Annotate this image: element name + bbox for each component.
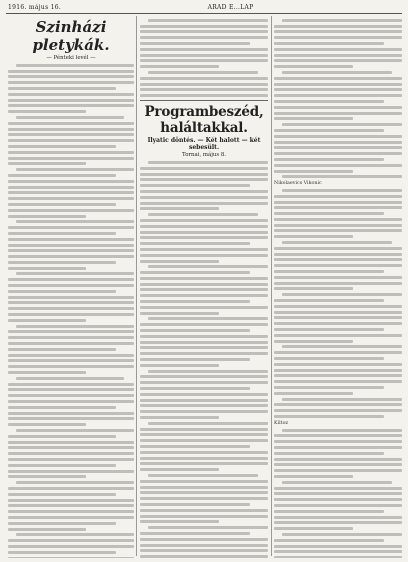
text-line bbox=[274, 351, 402, 354]
column-divider-2 bbox=[271, 16, 272, 556]
text-line bbox=[8, 238, 134, 241]
text-line bbox=[8, 417, 134, 420]
text-line bbox=[274, 475, 353, 478]
text-line bbox=[274, 253, 402, 256]
text-line bbox=[8, 284, 134, 287]
text-line bbox=[274, 334, 402, 337]
text-line bbox=[282, 71, 392, 74]
text-line bbox=[8, 104, 134, 107]
text-line bbox=[274, 328, 384, 331]
text-line bbox=[274, 30, 402, 33]
text-line bbox=[8, 342, 134, 345]
article-2-title: Programbeszéd, haláltakkal. bbox=[144, 104, 264, 137]
text-line bbox=[274, 316, 402, 319]
text-line bbox=[148, 213, 258, 216]
text-line bbox=[8, 209, 134, 212]
text-line bbox=[274, 201, 402, 204]
text-line bbox=[8, 464, 116, 467]
text-line bbox=[274, 521, 402, 524]
text-line bbox=[140, 451, 268, 454]
text-line bbox=[274, 446, 402, 449]
text-line bbox=[274, 146, 402, 149]
text-line bbox=[140, 439, 268, 442]
text-line bbox=[148, 317, 268, 320]
text-line bbox=[140, 242, 250, 245]
text-line bbox=[140, 445, 250, 448]
text-line bbox=[140, 184, 250, 187]
text-line bbox=[8, 151, 134, 154]
text-line bbox=[16, 481, 134, 484]
text-line bbox=[8, 191, 134, 194]
text-line bbox=[274, 141, 402, 144]
text-line bbox=[274, 206, 402, 209]
text-line bbox=[274, 516, 402, 519]
text-line bbox=[8, 423, 86, 426]
text-line bbox=[140, 462, 268, 465]
text-line bbox=[8, 499, 134, 502]
text-line bbox=[140, 231, 268, 234]
text-line bbox=[140, 410, 268, 413]
text-line bbox=[8, 75, 134, 78]
text-line bbox=[140, 329, 250, 332]
text-line bbox=[16, 64, 134, 67]
text-line bbox=[274, 164, 402, 167]
text-line bbox=[140, 196, 268, 199]
text-line bbox=[140, 94, 268, 97]
text-line bbox=[274, 77, 402, 80]
text-line bbox=[140, 346, 268, 349]
text-line bbox=[16, 220, 134, 223]
text-line bbox=[274, 247, 402, 250]
text-line bbox=[274, 415, 384, 418]
text-line bbox=[274, 59, 402, 62]
text-line bbox=[8, 528, 86, 531]
text-line bbox=[140, 248, 268, 251]
text-line bbox=[274, 94, 402, 97]
text-line bbox=[140, 468, 219, 471]
text-line bbox=[8, 522, 116, 525]
text-line bbox=[140, 83, 268, 86]
text-line bbox=[140, 375, 268, 378]
text-line bbox=[8, 441, 134, 444]
text-line bbox=[274, 510, 384, 513]
text-line bbox=[8, 203, 116, 206]
text-line bbox=[8, 446, 134, 449]
text-line bbox=[8, 267, 86, 270]
text-line bbox=[274, 158, 384, 161]
text-line bbox=[148, 71, 258, 74]
text-line bbox=[140, 549, 268, 552]
text-line bbox=[274, 556, 402, 558]
text-line bbox=[16, 168, 134, 171]
text-line bbox=[282, 189, 402, 192]
text-line bbox=[140, 358, 250, 361]
text-line bbox=[274, 48, 402, 51]
text-line bbox=[282, 175, 402, 178]
column-3-body-c bbox=[274, 429, 402, 558]
text-line bbox=[274, 195, 402, 198]
text-line bbox=[282, 19, 402, 22]
text-line bbox=[140, 352, 268, 355]
text-line bbox=[8, 110, 86, 113]
text-line bbox=[140, 544, 268, 547]
article-1-title: Szinházi pletykák. bbox=[32, 18, 110, 54]
text-line bbox=[8, 383, 134, 386]
text-line bbox=[140, 260, 219, 263]
header-rule bbox=[6, 13, 402, 14]
text-line bbox=[274, 287, 353, 290]
text-line bbox=[8, 551, 116, 554]
text-line bbox=[274, 235, 353, 238]
text-line bbox=[274, 363, 402, 366]
text-line bbox=[274, 264, 402, 267]
text-line bbox=[140, 387, 250, 390]
text-line bbox=[148, 422, 268, 425]
text-line bbox=[274, 434, 402, 437]
column-3-name-1: Nikolaevics Vikonic bbox=[274, 181, 322, 187]
article-2-dateline: Tornai, május 8. bbox=[182, 152, 226, 159]
text-line bbox=[140, 88, 268, 91]
text-line bbox=[140, 173, 268, 176]
text-line bbox=[8, 475, 86, 478]
text-line bbox=[8, 139, 134, 142]
text-line bbox=[282, 533, 402, 536]
text-line bbox=[274, 212, 384, 215]
text-line bbox=[140, 335, 268, 338]
article-1-body bbox=[8, 64, 134, 558]
text-line bbox=[8, 539, 134, 542]
text-line bbox=[16, 272, 134, 275]
column-3-name-2: Kiltoz bbox=[274, 420, 288, 426]
text-line bbox=[140, 433, 268, 436]
text-line bbox=[140, 300, 250, 303]
text-line bbox=[8, 545, 134, 548]
text-line bbox=[282, 293, 402, 296]
text-line bbox=[148, 370, 268, 373]
text-line bbox=[282, 345, 402, 348]
text-line bbox=[140, 288, 268, 291]
column-2 bbox=[140, 16, 268, 558]
page-header bbox=[8, 3, 400, 13]
text-line bbox=[140, 312, 219, 315]
text-line bbox=[140, 30, 268, 33]
text-line bbox=[140, 207, 219, 210]
text-line bbox=[8, 133, 134, 136]
column-3-body-b bbox=[274, 189, 402, 418]
text-line bbox=[140, 480, 268, 483]
text-line bbox=[274, 357, 384, 360]
section-rule bbox=[140, 100, 268, 101]
text-line bbox=[274, 25, 402, 28]
text-line bbox=[8, 336, 134, 339]
text-line bbox=[140, 202, 268, 205]
text-line bbox=[8, 145, 116, 148]
column-3-body-a bbox=[274, 19, 402, 179]
text-line bbox=[8, 296, 134, 299]
text-line bbox=[274, 117, 353, 120]
text-line bbox=[8, 388, 134, 391]
header-masthead: ARAD E...LAP bbox=[207, 4, 254, 11]
text-line bbox=[148, 265, 268, 268]
text-line bbox=[8, 435, 116, 438]
text-line bbox=[8, 365, 134, 368]
text-line bbox=[140, 65, 219, 68]
text-line bbox=[140, 254, 268, 257]
text-line bbox=[8, 516, 134, 519]
text-line bbox=[282, 429, 402, 432]
text-line bbox=[274, 36, 402, 39]
text-line bbox=[8, 128, 134, 131]
text-line bbox=[274, 409, 402, 412]
text-line bbox=[274, 135, 402, 138]
text-line bbox=[274, 322, 402, 325]
text-line bbox=[274, 469, 402, 472]
text-line bbox=[274, 218, 402, 221]
text-line bbox=[16, 377, 124, 380]
text-line bbox=[140, 341, 268, 344]
text-line bbox=[282, 398, 402, 401]
text-line bbox=[140, 54, 268, 57]
text-line bbox=[140, 25, 268, 28]
text-line bbox=[16, 116, 124, 119]
text-line bbox=[8, 354, 134, 357]
text-line bbox=[148, 161, 268, 164]
text-line bbox=[274, 54, 402, 57]
text-line bbox=[274, 152, 402, 155]
text-line bbox=[8, 249, 134, 252]
text-line bbox=[274, 305, 402, 308]
text-line bbox=[8, 348, 116, 351]
text-line bbox=[8, 307, 134, 310]
text-line bbox=[274, 129, 384, 132]
text-line bbox=[8, 557, 134, 558]
text-line bbox=[16, 325, 134, 328]
text-line bbox=[140, 36, 268, 39]
text-line bbox=[274, 282, 402, 285]
text-line bbox=[8, 359, 134, 362]
text-line bbox=[8, 493, 116, 496]
text-line bbox=[140, 404, 268, 407]
text-line bbox=[8, 186, 134, 189]
text-line bbox=[140, 225, 268, 228]
text-line bbox=[8, 458, 134, 461]
column-divider-1 bbox=[136, 16, 137, 556]
article-1-byline: — Pénteki levél — bbox=[46, 55, 96, 61]
text-line bbox=[8, 232, 116, 235]
text-line bbox=[140, 59, 268, 62]
text-line bbox=[140, 538, 268, 541]
text-line bbox=[274, 100, 384, 103]
text-line bbox=[140, 219, 268, 222]
text-line bbox=[274, 106, 402, 109]
text-line bbox=[274, 527, 353, 530]
text-line bbox=[140, 167, 268, 170]
text-line bbox=[274, 545, 402, 548]
text-line bbox=[274, 112, 402, 115]
article-2-body bbox=[140, 161, 268, 558]
text-line bbox=[8, 504, 134, 507]
text-line bbox=[140, 532, 250, 535]
text-line bbox=[274, 463, 402, 466]
text-line bbox=[274, 258, 402, 261]
text-line bbox=[140, 381, 268, 384]
text-line bbox=[274, 452, 384, 455]
text-line bbox=[8, 81, 134, 84]
text-line bbox=[148, 19, 268, 22]
text-line bbox=[8, 93, 134, 96]
text-line bbox=[140, 491, 268, 494]
text-line bbox=[8, 278, 134, 281]
text-line bbox=[140, 364, 219, 367]
text-line bbox=[274, 374, 402, 377]
text-line bbox=[274, 458, 402, 461]
text-line bbox=[8, 330, 134, 333]
text-line bbox=[8, 255, 134, 258]
text-line bbox=[274, 229, 402, 232]
text-line bbox=[8, 244, 134, 247]
text-line bbox=[274, 504, 402, 507]
text-line bbox=[274, 270, 384, 273]
text-line bbox=[8, 226, 134, 229]
text-line bbox=[8, 122, 134, 125]
text-line bbox=[140, 497, 268, 500]
article-2-subtitle: Ilyatic döntés. — Két halott — két sebesült. bbox=[147, 137, 261, 152]
text-line bbox=[274, 550, 402, 553]
text-line bbox=[8, 412, 134, 415]
text-line bbox=[148, 526, 268, 529]
text-line bbox=[274, 440, 402, 443]
text-line bbox=[8, 470, 134, 473]
text-line bbox=[274, 369, 402, 372]
text-line bbox=[140, 555, 268, 558]
text-line bbox=[274, 170, 353, 173]
text-line bbox=[8, 180, 134, 183]
text-line bbox=[8, 371, 86, 374]
text-line bbox=[16, 533, 134, 536]
text-line bbox=[8, 70, 134, 73]
text-line bbox=[140, 283, 268, 286]
text-line bbox=[140, 294, 268, 297]
text-line bbox=[274, 386, 384, 389]
text-line bbox=[274, 276, 402, 279]
text-line bbox=[140, 457, 268, 460]
text-line bbox=[8, 313, 134, 316]
text-line bbox=[140, 486, 268, 489]
text-line bbox=[8, 261, 116, 264]
text-line bbox=[8, 290, 116, 293]
text-line bbox=[8, 157, 134, 160]
column-3 bbox=[274, 16, 402, 558]
text-line bbox=[8, 197, 134, 200]
text-line bbox=[8, 487, 134, 490]
text-line bbox=[140, 277, 268, 280]
text-line bbox=[140, 416, 219, 419]
text-line bbox=[282, 241, 392, 244]
text-line bbox=[148, 474, 258, 477]
text-line bbox=[140, 503, 250, 506]
text-line bbox=[140, 178, 268, 181]
text-line bbox=[140, 428, 268, 431]
text-line bbox=[8, 510, 134, 513]
text-line bbox=[282, 481, 392, 484]
text-line bbox=[274, 487, 402, 490]
text-line bbox=[140, 42, 250, 45]
column-2-top-body bbox=[140, 19, 268, 97]
text-line bbox=[274, 299, 384, 302]
text-line bbox=[140, 515, 268, 518]
text-line bbox=[140, 399, 268, 402]
text-line bbox=[274, 224, 402, 227]
text-line bbox=[8, 394, 134, 397]
text-line bbox=[8, 400, 134, 403]
text-line bbox=[274, 88, 402, 91]
column-1 bbox=[8, 16, 134, 558]
text-line bbox=[274, 42, 384, 45]
text-line bbox=[140, 236, 268, 239]
text-line bbox=[8, 301, 134, 304]
text-line bbox=[274, 392, 353, 395]
text-line bbox=[274, 83, 402, 86]
text-line bbox=[274, 340, 353, 343]
text-line bbox=[274, 498, 402, 501]
text-line bbox=[274, 403, 402, 406]
text-line bbox=[140, 271, 250, 274]
text-line bbox=[8, 162, 86, 165]
text-line bbox=[140, 323, 268, 326]
text-line bbox=[8, 406, 116, 409]
text-line bbox=[140, 77, 268, 80]
text-line bbox=[274, 65, 353, 68]
text-line bbox=[282, 123, 402, 126]
text-line bbox=[140, 520, 219, 523]
text-line bbox=[140, 393, 268, 396]
text-line bbox=[140, 306, 268, 309]
text-line bbox=[8, 215, 86, 218]
text-line bbox=[8, 319, 86, 322]
text-line bbox=[8, 99, 134, 102]
text-line bbox=[274, 492, 402, 495]
text-line bbox=[274, 380, 402, 383]
text-line bbox=[140, 48, 268, 51]
text-line bbox=[274, 539, 384, 542]
text-line bbox=[8, 174, 116, 177]
text-line bbox=[140, 509, 268, 512]
header-date: 1916. május 16. bbox=[8, 4, 62, 11]
text-line bbox=[8, 452, 134, 455]
text-line bbox=[16, 429, 134, 432]
text-line bbox=[274, 311, 402, 314]
text-line bbox=[140, 190, 268, 193]
text-line bbox=[8, 87, 116, 90]
